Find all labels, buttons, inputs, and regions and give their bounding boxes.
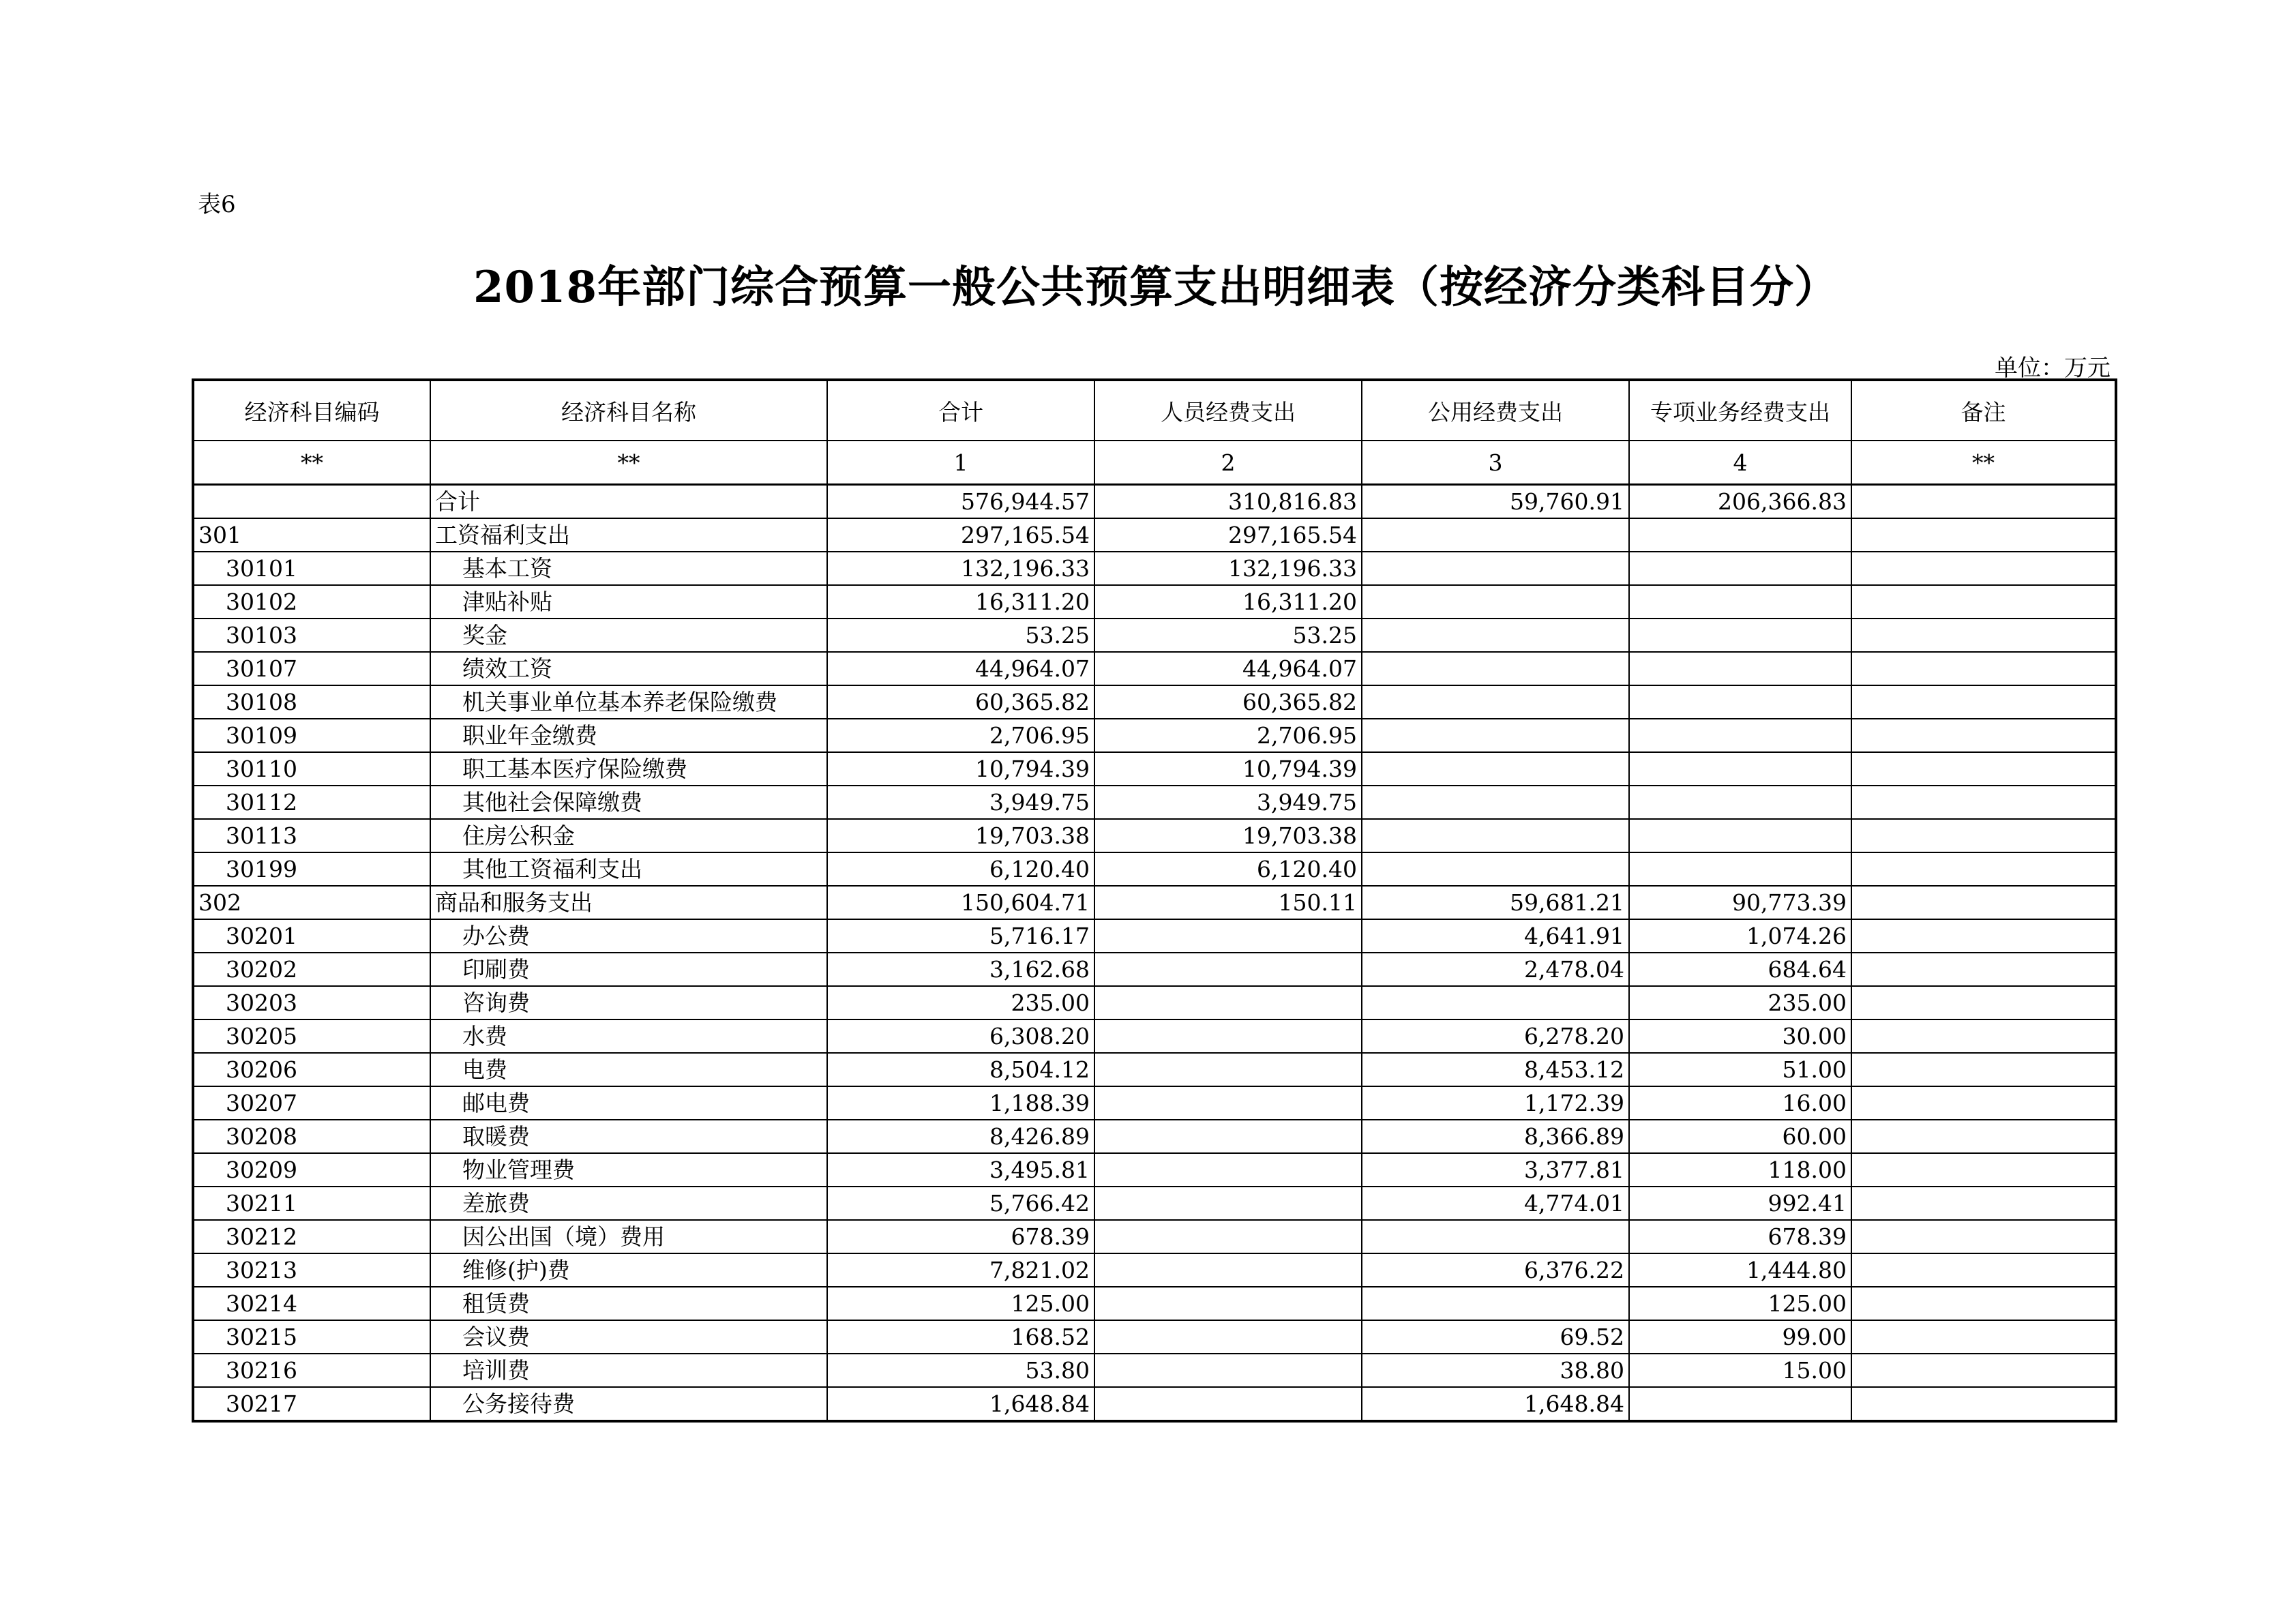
total-cell: 297,165.54 — [827, 518, 1094, 552]
name-cell: 职工基本医疗保险缴费 — [430, 752, 827, 786]
public-cell: 6,278.20 — [1362, 1019, 1629, 1053]
personnel-cell — [1094, 1187, 1362, 1220]
public-cell — [1362, 1220, 1629, 1253]
code-cell — [193, 485, 430, 519]
name-cell: 电费 — [430, 1053, 827, 1086]
note-cell — [1851, 1354, 2116, 1387]
public-cell: 69.52 — [1362, 1320, 1629, 1354]
note-cell — [1851, 1287, 2116, 1320]
total-cell: 8,426.89 — [827, 1120, 1094, 1153]
name-cell: 物业管理费 — [430, 1153, 827, 1187]
code-cell: 30103 — [193, 619, 430, 652]
note-cell — [1851, 852, 2116, 886]
table-row — [193, 1220, 2116, 1253]
total-cell: 576,944.57 — [827, 485, 1094, 519]
note-cell — [1851, 485, 2116, 519]
public-cell — [1362, 752, 1629, 786]
public-cell: 1,648.84 — [1362, 1387, 1629, 1421]
header-row — [193, 380, 2116, 441]
note-cell — [1851, 1019, 2116, 1053]
table-row — [193, 1287, 2116, 1320]
table-row — [193, 919, 2116, 953]
name-cell: 邮电费 — [430, 1086, 827, 1120]
code-cell: 302 — [193, 886, 430, 919]
public-cell — [1362, 1287, 1629, 1320]
page-title: 2018年部门综合预算一般公共预算支出明细表（按经济分类科目分） — [473, 262, 1839, 313]
total-cell: 6,308.20 — [827, 1019, 1094, 1053]
table-row — [193, 518, 2116, 552]
code-cell: 30205 — [193, 1019, 430, 1053]
personnel-cell: 132,196.33 — [1094, 552, 1362, 585]
note-cell — [1851, 652, 2116, 685]
code-cell: 30112 — [193, 786, 430, 819]
name-cell: 基本工资 — [430, 552, 827, 585]
note-cell — [1851, 1253, 2116, 1287]
note-cell — [1851, 986, 2116, 1019]
public-cell — [1362, 986, 1629, 1019]
public-cell: 2,478.04 — [1362, 953, 1629, 986]
name-cell: 其他工资福利支出 — [430, 852, 827, 886]
note-cell — [1851, 518, 2116, 552]
public-cell — [1362, 819, 1629, 852]
name-cell: 津贴补贴 — [430, 585, 827, 619]
public-cell — [1362, 619, 1629, 652]
personnel-cell: 10,794.39 — [1094, 752, 1362, 786]
table-row — [193, 652, 2116, 685]
note-cell — [1851, 585, 2116, 619]
name-cell: 住房公积金 — [430, 819, 827, 852]
special-cell: 206,366.83 — [1629, 485, 1851, 519]
note-cell — [1851, 1320, 2116, 1354]
note-cell — [1851, 919, 2116, 953]
table-row — [193, 585, 2116, 619]
total-cell: 125.00 — [827, 1287, 1094, 1320]
code-cell: 30217 — [193, 1387, 430, 1421]
personnel-cell — [1094, 1220, 1362, 1253]
special-cell: 60.00 — [1629, 1120, 1851, 1153]
note-cell — [1851, 1187, 2116, 1220]
table-number: 表6 — [198, 191, 236, 218]
personnel-cell: 6,120.40 — [1094, 852, 1362, 886]
public-cell: 59,760.91 — [1362, 485, 1629, 519]
code-cell: 30213 — [193, 1253, 430, 1287]
name-cell: 奖金 — [430, 619, 827, 652]
note-cell — [1851, 1053, 2116, 1086]
total-cell: 53.25 — [827, 619, 1094, 652]
special-cell: 99.00 — [1629, 1320, 1851, 1354]
code-cell: 30212 — [193, 1220, 430, 1253]
column-header-name: 经济科目名称 — [430, 380, 827, 441]
total-cell: 3,495.81 — [827, 1153, 1094, 1187]
table-row — [193, 485, 2116, 519]
table-row — [193, 986, 2116, 1019]
public-cell: 4,641.91 — [1362, 919, 1629, 953]
total-cell: 5,766.42 — [827, 1187, 1094, 1220]
name-cell: 办公费 — [430, 919, 827, 953]
note-cell — [1851, 953, 2116, 986]
note-cell — [1851, 1220, 2116, 1253]
total-cell: 132,196.33 — [827, 552, 1094, 585]
personnel-cell: 2,706.95 — [1094, 719, 1362, 752]
index-row — [193, 441, 2116, 485]
personnel-cell: 53.25 — [1094, 619, 1362, 652]
total-cell: 19,703.38 — [827, 819, 1094, 852]
table-row — [193, 1153, 2116, 1187]
personnel-cell — [1094, 953, 1362, 986]
code-cell: 30102 — [193, 585, 430, 619]
name-cell: 租赁费 — [430, 1287, 827, 1320]
table-row — [193, 1019, 2116, 1053]
name-cell: 水费 — [430, 1019, 827, 1053]
special-cell — [1629, 652, 1851, 685]
table-row — [193, 552, 2116, 585]
table-row — [193, 685, 2116, 719]
public-cell: 38.80 — [1362, 1354, 1629, 1387]
note-cell — [1851, 1387, 2116, 1421]
personnel-cell: 44,964.07 — [1094, 652, 1362, 685]
note-cell — [1851, 685, 2116, 719]
special-cell: 992.41 — [1629, 1187, 1851, 1220]
total-cell: 3,162.68 — [827, 953, 1094, 986]
public-cell — [1362, 852, 1629, 886]
total-cell: 44,964.07 — [827, 652, 1094, 685]
personnel-cell: 310,816.83 — [1094, 485, 1362, 519]
budget-table — [192, 378, 2117, 1423]
name-cell: 印刷费 — [430, 953, 827, 986]
code-cell: 30203 — [193, 986, 430, 1019]
code-cell: 30109 — [193, 719, 430, 752]
personnel-cell — [1094, 986, 1362, 1019]
personnel-cell — [1094, 1287, 1362, 1320]
code-cell: 301 — [193, 518, 430, 552]
public-cell: 1,172.39 — [1362, 1086, 1629, 1120]
note-cell — [1851, 1086, 2116, 1120]
name-cell: 会议费 — [430, 1320, 827, 1354]
column-header-total: 合计 — [827, 380, 1094, 441]
special-cell: 684.64 — [1629, 953, 1851, 986]
public-cell: 4,774.01 — [1362, 1187, 1629, 1220]
special-cell: 16.00 — [1629, 1086, 1851, 1120]
special-cell — [1629, 852, 1851, 886]
code-cell: 30206 — [193, 1053, 430, 1086]
unit-label: 单位：万元 — [1995, 355, 2111, 382]
public-cell: 6,376.22 — [1362, 1253, 1629, 1287]
code-cell: 30201 — [193, 919, 430, 953]
code-cell: 30107 — [193, 652, 430, 685]
special-cell — [1629, 819, 1851, 852]
public-cell — [1362, 786, 1629, 819]
note-cell — [1851, 619, 2116, 652]
table-row — [193, 1086, 2116, 1120]
total-cell: 7,821.02 — [827, 1253, 1094, 1287]
special-cell — [1629, 552, 1851, 585]
table-row — [193, 1320, 2116, 1354]
public-cell: 59,681.21 — [1362, 886, 1629, 919]
total-cell: 235.00 — [827, 986, 1094, 1019]
total-cell: 16,311.20 — [827, 585, 1094, 619]
table-row — [193, 619, 2116, 652]
code-cell: 30110 — [193, 752, 430, 786]
total-cell: 1,648.84 — [827, 1387, 1094, 1421]
note-cell — [1851, 752, 2116, 786]
code-cell: 30209 — [193, 1153, 430, 1187]
total-cell: 5,716.17 — [827, 919, 1094, 953]
name-cell: 咨询费 — [430, 986, 827, 1019]
special-cell: 125.00 — [1629, 1287, 1851, 1320]
table-row — [193, 852, 2116, 886]
column-header-code: 经济科目编码 — [193, 380, 430, 441]
total-cell: 10,794.39 — [827, 752, 1094, 786]
total-cell: 60,365.82 — [827, 685, 1094, 719]
note-cell — [1851, 1120, 2116, 1153]
special-cell — [1629, 619, 1851, 652]
name-cell: 因公出国（境）费用 — [430, 1220, 827, 1253]
personnel-cell — [1094, 919, 1362, 953]
name-cell: 绩效工资 — [430, 652, 827, 685]
table-row — [193, 719, 2116, 752]
index-cell: 2 — [1094, 441, 1362, 485]
code-cell: 30214 — [193, 1287, 430, 1320]
total-cell: 678.39 — [827, 1220, 1094, 1253]
total-cell: 53.80 — [827, 1354, 1094, 1387]
special-cell — [1629, 585, 1851, 619]
name-cell: 合计 — [430, 485, 827, 519]
special-cell: 678.39 — [1629, 1220, 1851, 1253]
name-cell: 维修(护)费 — [430, 1253, 827, 1287]
code-cell: 30113 — [193, 819, 430, 852]
note-cell — [1851, 719, 2116, 752]
total-cell: 168.52 — [827, 1320, 1094, 1354]
public-cell — [1362, 652, 1629, 685]
special-cell: 235.00 — [1629, 986, 1851, 1019]
special-cell — [1629, 518, 1851, 552]
table-row — [193, 886, 2116, 919]
public-cell — [1362, 552, 1629, 585]
index-cell: 4 — [1629, 441, 1851, 485]
personnel-cell — [1094, 1320, 1362, 1354]
special-cell: 118.00 — [1629, 1153, 1851, 1187]
code-cell: 30216 — [193, 1354, 430, 1387]
table-row — [193, 1053, 2116, 1086]
note-cell — [1851, 786, 2116, 819]
special-cell: 1,444.80 — [1629, 1253, 1851, 1287]
table-row — [193, 819, 2116, 852]
personnel-cell — [1094, 1053, 1362, 1086]
personnel-cell: 16,311.20 — [1094, 585, 1362, 619]
personnel-cell: 3,949.75 — [1094, 786, 1362, 819]
personnel-cell: 297,165.54 — [1094, 518, 1362, 552]
code-cell: 30211 — [193, 1187, 430, 1220]
table-row — [193, 1253, 2116, 1287]
total-cell: 2,706.95 — [827, 719, 1094, 752]
public-cell: 8,366.89 — [1362, 1120, 1629, 1153]
name-cell: 培训费 — [430, 1354, 827, 1387]
column-header-personnel: 人员经费支出 — [1094, 380, 1362, 441]
special-cell — [1629, 786, 1851, 819]
personnel-cell — [1094, 1387, 1362, 1421]
code-cell: 30101 — [193, 552, 430, 585]
name-cell: 商品和服务支出 — [430, 886, 827, 919]
note-cell — [1851, 819, 2116, 852]
special-cell: 30.00 — [1629, 1019, 1851, 1053]
special-cell — [1629, 719, 1851, 752]
note-cell — [1851, 1153, 2116, 1187]
personnel-cell — [1094, 1153, 1362, 1187]
special-cell: 15.00 — [1629, 1354, 1851, 1387]
personnel-cell — [1094, 1120, 1362, 1153]
table-row — [193, 752, 2116, 786]
index-cell: 3 — [1362, 441, 1629, 485]
special-cell — [1629, 1387, 1851, 1421]
note-cell — [1851, 886, 2116, 919]
code-cell: 30202 — [193, 953, 430, 986]
table-row — [193, 1387, 2116, 1421]
special-cell: 51.00 — [1629, 1053, 1851, 1086]
table-row — [193, 1187, 2116, 1220]
name-cell: 职业年金缴费 — [430, 719, 827, 752]
table-row — [193, 953, 2116, 986]
personnel-cell: 150.11 — [1094, 886, 1362, 919]
personnel-cell — [1094, 1354, 1362, 1387]
table-row — [193, 1120, 2116, 1153]
special-cell — [1629, 752, 1851, 786]
name-cell: 其他社会保障缴费 — [430, 786, 827, 819]
public-cell — [1362, 518, 1629, 552]
name-cell: 差旅费 — [430, 1187, 827, 1220]
total-cell: 3,949.75 — [827, 786, 1094, 819]
name-cell: 工资福利支出 — [430, 518, 827, 552]
table-row — [193, 1354, 2116, 1387]
personnel-cell — [1094, 1086, 1362, 1120]
total-cell: 8,504.12 — [827, 1053, 1094, 1086]
index-cell: ** — [193, 441, 430, 485]
total-cell: 6,120.40 — [827, 852, 1094, 886]
index-cell: ** — [1851, 441, 2116, 485]
public-cell — [1362, 685, 1629, 719]
total-cell: 1,188.39 — [827, 1086, 1094, 1120]
special-cell: 90,773.39 — [1629, 886, 1851, 919]
index-cell: 1 — [827, 441, 1094, 485]
personnel-cell: 60,365.82 — [1094, 685, 1362, 719]
column-header-special: 专项业务经费支出 — [1629, 380, 1851, 441]
note-cell — [1851, 552, 2116, 585]
name-cell: 公务接待费 — [430, 1387, 827, 1421]
public-cell — [1362, 719, 1629, 752]
personnel-cell — [1094, 1019, 1362, 1053]
special-cell — [1629, 685, 1851, 719]
table-body — [193, 485, 2116, 1422]
code-cell: 30108 — [193, 685, 430, 719]
column-header-note: 备注 — [1851, 380, 2116, 441]
code-cell: 30215 — [193, 1320, 430, 1354]
column-header-public: 公用经费支出 — [1362, 380, 1629, 441]
public-cell — [1362, 585, 1629, 619]
code-cell: 30207 — [193, 1086, 430, 1120]
public-cell: 8,453.12 — [1362, 1053, 1629, 1086]
name-cell: 机关事业单位基本养老保险缴费 — [430, 685, 827, 719]
total-cell: 150,604.71 — [827, 886, 1094, 919]
personnel-cell: 19,703.38 — [1094, 819, 1362, 852]
index-cell: ** — [430, 441, 827, 485]
code-cell: 30199 — [193, 852, 430, 886]
table-row — [193, 786, 2116, 819]
public-cell: 3,377.81 — [1362, 1153, 1629, 1187]
special-cell: 1,074.26 — [1629, 919, 1851, 953]
name-cell: 取暖费 — [430, 1120, 827, 1153]
code-cell: 30208 — [193, 1120, 430, 1153]
personnel-cell — [1094, 1253, 1362, 1287]
